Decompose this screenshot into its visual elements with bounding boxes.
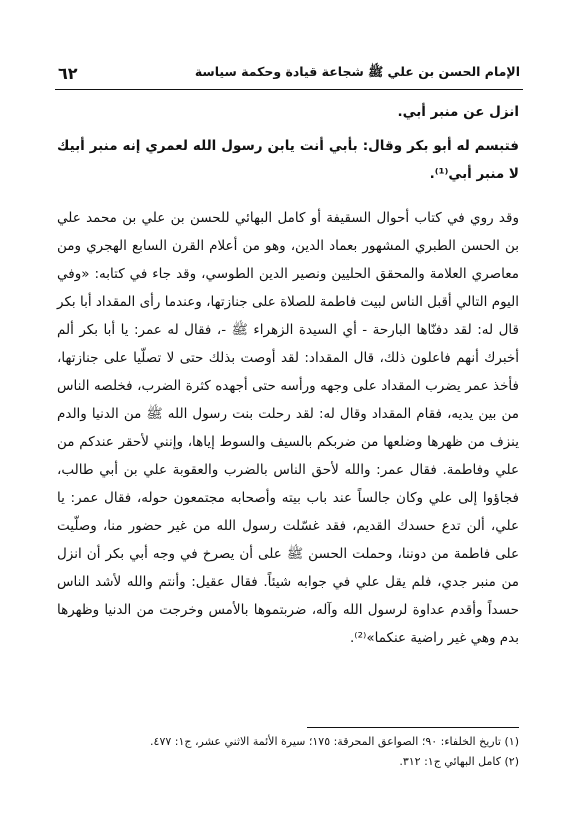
paragraph-2: فتبسم له أبو بكر وقال: بأبي أنت يابن رسول الله لعمري إنه منبر أبيك لا منبر أبي⁽¹⁾. xyxy=(57,138,519,182)
footnotes xyxy=(57,732,519,772)
footnote-divider xyxy=(307,727,519,728)
body-text xyxy=(57,98,519,652)
page-header xyxy=(58,56,520,90)
footnote-2: (٢) كامل البهائي ج١: ٣١٢. xyxy=(399,755,519,768)
paragraph-1: انزل عن منبر أبي. xyxy=(397,104,519,120)
header-divider xyxy=(55,89,523,90)
page-number: ٦٢ xyxy=(58,63,78,83)
paragraph-3: وقد روي في كتاب أحوال السقيفة أو كامل البهائي للحسن بن علي بن محمد علي بن الحسن الطبري المشهور بعماد الدين، وهو من أعلام القرن السابع الهجري ومن معاصري العلامة والمحقق الحليين ونصير الدين الطوسي، وقد جاء في كتابه: «وفي اليوم التالي أقبل الناس لبيت فاطمة للصلاة على جنازتها، وعندما رأى المقداد أبا بكر قال له: لقد دفنّاها البارحة - أي السيدة الزهراء ﷺ -، فقال له عمر: يا أبا بكر ألم أخبرك أنهم فاعلون ذلك، قال المقداد: لقد أوصت بذلك حتى لا تصلّيا على جنازتها، فأخذ عمر يضرب المقداد على وجهه ورأسه حتى أجهده كثرة الضرب، فخلصه الناس من بين يديه، فقام المقداد وقال له: لقد رحلت بنت رسول الله ﷺ من الدنيا والدم ينزف من ظهرها وضلعها من ضربكم بالسيف والسوط إياها، وإنني لأحقر عندكم من علي وفاطمة. فقال عمر: والله لأحق الناس بالضرب والعقوبة علي بن أبي طالب، فجاؤوا إلى علي وكان جالساً عند باب بيته وأصحابه مجتمعون حوله، فقال عمر: يا علي، ألن تدع حسدك القديم، فقد غسّلت رسول الله من غير حضور منا، وصلّيت على فاطمة من دوننا، وحملت الحسن ﷺ على أن يصرخ في وجه أبي بكر أن انزل من منبر جدي، فلم يقل علي في جوابه شيئاً. فقال عقيل: وأنتم والله لأشد الناس حسداً وأقدم عداوة لرسول الله وآله، ضربتموها بالأمس وخرجت من الدنيا وظهرها بدم وهي غير راضية عنكما»⁽²⁾. xyxy=(57,210,519,646)
footnote-1: (١) تاريخ الخلفاء: ٩٠؛ الصواعق المحرقة: ١٧٥؛ سيرة الأئمة الاثني عشر، ج١: ٤٧٧. xyxy=(150,735,519,748)
running-title: الإمام الحسن بن علي ﷺ شجاعة قيادة وحكمة سياسة xyxy=(194,63,520,79)
